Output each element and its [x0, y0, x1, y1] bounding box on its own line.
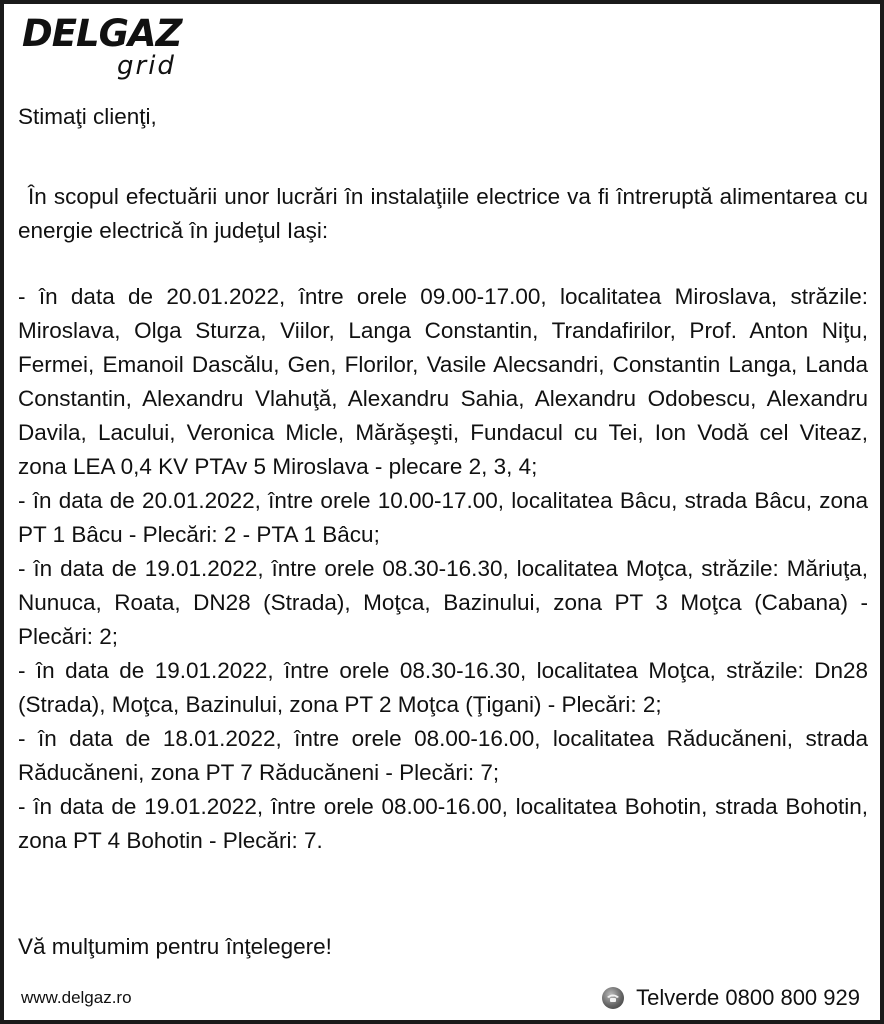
logo-tagline: grid [117, 51, 176, 81]
closing-text: Vă mulţumim pentru înţelegere! [18, 934, 332, 959]
website-link[interactable]: www.delgaz.ro [21, 988, 132, 1007]
outage-item: - în data de 20.01.2022, între orele 09.00-17.00, localitatea Miroslava, străzile: Miroslava, Olga Sturza, Viilor, Langa Constantin, Trandafirilor, Prof. Anton Niţu, Fermei, Emanoil Dascălu, Gen, Florilor, Vasile Alecsandri, Constantin Langa, Landa Constantin, Alexandru Vlahuţă, Alexandru Sahia, Alexandru Odobescu, Alexandru Davila, Lacului, Veronica Micle, Mărăşeşti, Fundacul cu Tei, Ion Vodă cel Viteaz, zona LEA 0,4 KV PTAv 5 Miroslava - plecare 2, 3, 4; [18, 284, 868, 479]
logo-brand: DELGAZ [22, 12, 182, 55]
greeting: Stimaţi clienţi, [18, 104, 157, 129]
outage-item: - în data de 18.01.2022, între orele 08.00-16.00, localitatea Răducăneni, strada Răducăneni, zona PT 7 Răducăneni - Plecări: 7; [18, 726, 868, 785]
intro-text: În scopul efectuării unor lucrări în instalaţiile electrice va fi întreruptă alimentarea cu energie electrică în judeţul Iaşi: [18, 184, 868, 243]
intro-paragraph [18, 180, 868, 248]
outage-item: - în data de 19.01.2022, între orele 08.30-16.30, localitatea Moţca, străzile: Dn28 (Strada), Moţca, Bazinului, zona PT 2 Moţca (Ţigani) - Plecări: 2; [18, 658, 868, 717]
phone-label: Telverde 0800 800 929 [636, 985, 860, 1010]
outage-list [18, 280, 868, 858]
telephone-icon [602, 987, 624, 1009]
outage-item: - în data de 20.01.2022, între orele 10.00-17.00, localitatea Bâcu, strada Bâcu, zona PT 1 Bâcu - Plecări: 2 - PTA 1 Bâcu; [18, 488, 868, 547]
outage-item: - în data de 19.01.2022, între orele 08.30-16.30, localitatea Moţca, străzile: Măriuţa, Nunuca, Roata, DN28 (Strada), Moţca, Bazinului, zona PT 3 Moţca (Cabana) - Plecări: 2; [18, 556, 868, 649]
delgaz-grid-logo [22, 14, 192, 84]
outage-item: - în data de 19.01.2022, între orele 08.00-16.00, localitatea Bohotin, strada Bohotin, zona PT 4 Bohotin - Plecări: 7. [18, 794, 868, 853]
phone-contact [602, 984, 860, 1012]
